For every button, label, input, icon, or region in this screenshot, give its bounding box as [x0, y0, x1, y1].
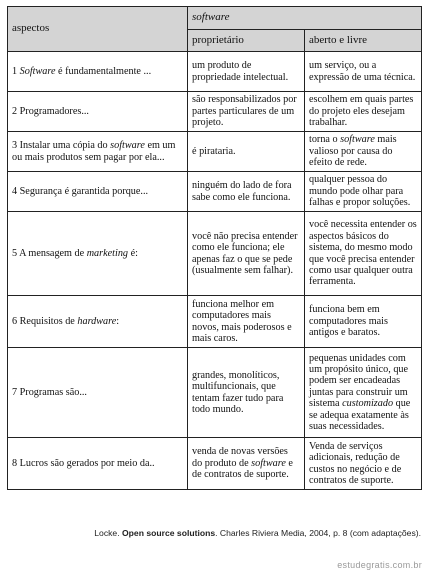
table-row [8, 52, 422, 92]
open-cell: você necessita entender os aspectos básicos do sistema, do mesmo modo que você precisa entender como usar qualquer outra ferramenta. [305, 212, 422, 296]
open-cell [305, 132, 422, 172]
cell-text-it: hardware [77, 315, 117, 327]
cell-text-pre: venda de novas versões do produto de [192, 446, 288, 469]
source-title: Open source solutions [122, 528, 216, 538]
aspect-cell [8, 212, 188, 296]
cell-text-pre: 4 Segurança é garantida porque... [12, 185, 149, 197]
table-row [8, 172, 422, 212]
header-row-1 [8, 7, 422, 30]
cell-text-pre: 6 Requisitos de [12, 315, 78, 327]
cell-text-pre: 7 Programas são... [12, 386, 87, 398]
cell-text-pre: torna o [309, 134, 341, 146]
header-software: software [188, 7, 422, 30]
proprietary-cell: é pirataria. [188, 132, 305, 172]
aspect-cell [8, 348, 188, 438]
proprietary-cell: ninguém do lado de fora sabe como ele funciona. [188, 172, 305, 212]
proprietary-cell [188, 438, 305, 490]
cell-text-it: software [340, 134, 375, 146]
aspect-cell [8, 132, 188, 172]
header-proprietary: proprietário [188, 30, 305, 52]
open-cell: escolhem em quais partes do projeto eles desejam trabalhar. [305, 92, 422, 132]
header-open: aberto e livre [305, 30, 422, 52]
comparison-table [7, 6, 422, 490]
open-cell: Venda de serviços adicionais, redução de custos no negócio e de contratos de suporte. [305, 438, 422, 490]
cell-text-it: marketing [86, 247, 129, 259]
proprietary-cell: você não precisa entender como ele funciona; ele apenas faz o que se pede (usualmente sem falhar). [188, 212, 305, 296]
open-cell: funciona bem em computadores mais antigos e baratos. [305, 296, 422, 348]
table-row [8, 212, 422, 296]
cell-text-it: customizado [342, 398, 394, 410]
cell-text-it: Software [19, 65, 56, 77]
proprietary-cell: são responsabilizados por partes particulares de um projeto. [188, 92, 305, 132]
cell-text-pre: 2 Programadores... [12, 105, 89, 117]
proprietary-cell: grandes, monolíticos, multifuncionais, que tentam fazer tudo para todo mundo. [188, 348, 305, 438]
cell-text-post: e de contratos de suporte. [192, 457, 293, 481]
cell-text-it: software [251, 457, 286, 469]
table-row [8, 438, 422, 490]
cell-text-pre: 1 [12, 65, 20, 77]
cell-text-pre: 3 Instalar uma cópia do [12, 140, 111, 152]
table-row [8, 92, 422, 132]
header-aspects: aspectos [8, 7, 188, 52]
cell-text-post: que se adequa exatamente às suas necessidades. [309, 398, 411, 433]
source-citation [7, 528, 421, 538]
cell-text-post: é: [128, 247, 138, 259]
aspect-cell [8, 172, 188, 212]
cell-text-pre: 8 Lucros são gerados por meio da.. [12, 457, 155, 469]
watermark: estudegratis.com.br [337, 560, 422, 570]
table-row [8, 348, 422, 438]
source-author: Locke. [94, 528, 122, 538]
open-cell: qualquer pessoa do mundo pode olhar para falhas e propor soluções. [305, 172, 422, 212]
cell-text-post: em um ou mais produtos sem pagar por ela... [12, 140, 176, 163]
open-cell: um serviço, ou a expressão de uma técnica. [305, 52, 422, 92]
cell-text-post: mais valioso por causa do efeito de rede. [309, 134, 397, 169]
cell-text-post: é fundamentalmente ... [55, 65, 152, 77]
source-rest: . Charles Riviera Media, 2004, p. 8 (com adaptações). [215, 528, 421, 538]
open-cell [305, 348, 422, 438]
table-row [8, 132, 422, 172]
cell-text-it: software [110, 140, 145, 152]
aspect-cell [8, 438, 188, 490]
table-row [8, 296, 422, 348]
aspect-cell [8, 92, 188, 132]
cell-text-pre: 5 A mensagem de [12, 247, 87, 259]
proprietary-cell: um produto de propriedade intelectual. [188, 52, 305, 92]
cell-text-post: : [116, 315, 120, 327]
proprietary-cell: funciona melhor em computadores mais novos, mais poderosos e mais caros. [188, 296, 305, 348]
aspect-cell [8, 52, 188, 92]
aspect-cell [8, 296, 188, 348]
cell-text-pre: pequenas unidades com um propósito único, que podem ser encadeadas juntas para construir um sistema [309, 352, 409, 410]
